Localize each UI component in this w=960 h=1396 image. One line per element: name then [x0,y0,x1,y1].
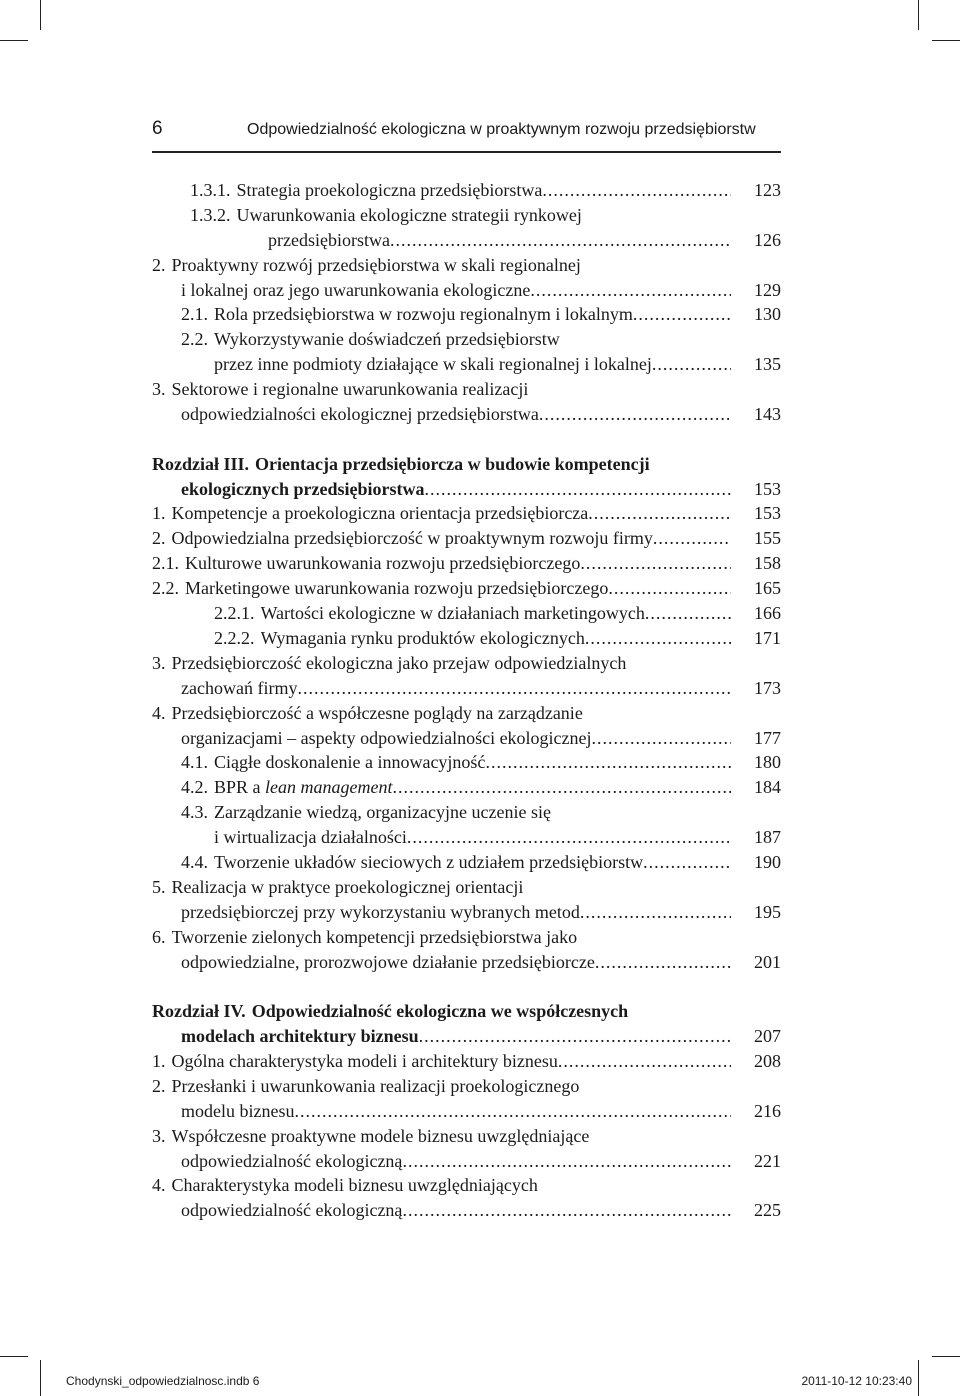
toc-entry-text: odpowiedzialność ekologiczną [181,1150,403,1171]
toc-entry [152,900,781,925]
toc-entry-text: odpowiedzialność ekologiczną [181,1200,403,1221]
toc-entry [152,800,781,825]
table-of-contents [152,178,781,1223]
toc-entry [152,178,781,203]
toc-entry-text: Orientacja przedsiębiorcza w budowie kompetencji [255,453,650,474]
toc-entry-text: organizacjami – aspekty odpowiedzialności ekologicznej [181,727,592,748]
toc-entry-title [237,203,732,228]
footer-file-label: Chodynski_odpowiedzialnosc.indb 6 [66,1374,260,1388]
toc-entry-text: Sektorowe i regionalne uwarunkowania realizacji [171,379,529,400]
toc-entry-title [172,1074,732,1099]
toc-entry-number: 4. [152,702,166,723]
toc-entry [152,551,781,576]
toc-entry-title [237,178,732,203]
toc-chapter-heading [152,1024,781,1049]
toc-entry-text: zachowań firmy [181,677,298,698]
toc-page-number: 207 [754,1026,781,1047]
toc-entry [152,278,781,303]
page-number: 6 [152,118,163,139]
crop-mark [932,1356,960,1357]
toc-page-number: 130 [754,304,781,325]
toc-page-number: 126 [754,229,781,250]
toc-entry [152,676,781,701]
toc-page-number: 153 [754,503,781,524]
toc-page-number: 171 [754,627,781,648]
toc-entry-title [214,327,731,352]
toc-entry-title [261,601,732,626]
toc-page-number: 173 [754,677,781,698]
toc-entry-title [172,651,732,676]
toc-page-number: 135 [754,354,781,375]
toc-entry-text: Wymagania rynku produktów ekologicznych [260,627,585,648]
toc-entry-number: 2. [152,528,166,549]
toc-entry-text: Wartości ekologiczne w działaniach marketingowych [260,603,645,624]
toc-entry [152,850,781,875]
toc-entry-number: 3. [152,652,166,673]
toc-entry [152,775,781,800]
toc-page-number: 201 [754,951,781,972]
toc-page-number: 177 [754,727,781,748]
toc-entry-title [181,950,731,975]
toc-entry-number: 4.2. [181,777,208,798]
toc-chapter-heading [152,452,781,477]
toc-entry-number: 2. [152,254,166,275]
toc-entry-text: Realizacja w praktyce proekologicznej orientacji [171,876,524,897]
toc-page-number: 187 [754,827,781,848]
toc-entry-text: modelu biznesu [181,1100,295,1121]
toc-entry-title [172,526,732,551]
crop-mark [932,40,960,41]
toc-entry [152,651,781,676]
toc-entry-text: Zarządzanie wiedzą, organizacyjne uczenie się [214,802,551,823]
toc-page-number: 225 [754,1200,781,1221]
toc-entry-text: Marketingowe uwarunkowania rozwoju przedsiębiorczego [185,578,609,599]
toc-entry-text: przez inne podmioty działające w skali regionalnej i lokalnej [214,354,652,375]
toc-page-number: 166 [754,603,781,624]
toc-entry-text: Wykorzystywanie doświadczeń przedsiębiorstw [214,329,560,350]
toc-entry-title [172,1124,732,1149]
toc-entry-text: odpowiedzialności ekologicznej przedsiębiorstwa [181,404,539,425]
toc-entry-text: Rola przedsiębiorstwa w rozwoju regionalnym i lokalnym [214,304,633,325]
toc-entry-text: przedsiębiorczej przy wykorzystaniu wybranych metod [181,901,580,922]
toc-entry-title [181,1198,731,1223]
toc-entry-text: Ciągłe doskonalenie a innowacyjność [214,752,486,773]
toc-entry-title [214,825,731,850]
toc-entry-title [214,850,731,875]
toc-entry [152,1198,781,1223]
toc-entry-text: Tworzenie zielonych kompetencji przedsiębiorstwa jako [171,926,578,947]
footer-timestamp: 2011-10-12 10:23:40 [801,1374,912,1388]
toc-entry-number: 2. [152,1075,166,1096]
toc-entry-title [252,999,731,1024]
toc-entry-title [214,775,731,800]
toc-entry-text: BPR a [214,777,266,798]
toc-page-number: 165 [754,578,781,599]
toc-entry-number: 3. [152,379,166,400]
toc-entry [152,626,781,651]
toc-entry-title [214,352,731,377]
toc-entry-number: 4.4. [181,851,208,872]
toc-page-number: 155 [754,528,781,549]
toc-entry-number: 2.1. [152,553,179,574]
toc-entry-title [255,452,731,477]
toc-entry-text: Uwarunkowania ekologiczne strategii rynkowej [236,204,582,225]
toc-entry [152,601,781,626]
toc-entry [152,228,781,253]
toc-entry-title [181,676,731,701]
toc-entry [152,726,781,751]
toc-chapter-heading [152,999,781,1024]
toc-entry [152,1074,781,1099]
toc-entry-number: 1.3.1. [190,180,231,200]
toc-entry-text: przedsiębiorstwa [268,229,390,250]
toc-entry-text: Charakterystyka modeli biznesu uwzględniających [171,1175,538,1196]
toc-entry-title [185,576,731,601]
toc-entry-text: Ogólna charakterystyka modeli i architektury biznesu [171,1050,558,1071]
toc-entry-text: Przesłanki i uwarunkowania realizacji proekologicznego [171,1075,580,1096]
toc-entry-number: 2.2.2. [214,627,255,648]
toc-page-number: 216 [754,1100,781,1121]
toc-entry-title [172,377,732,402]
toc-page-number: 190 [754,851,781,872]
toc-entry [152,402,781,427]
toc-page-number: 123 [754,180,781,200]
toc-entry-text: Przedsiębiorczość a współczesne poglądy na zarządzanie [171,702,583,723]
crop-mark [0,1356,28,1357]
toc-entry-title [181,1099,731,1124]
toc-entry-number: 2.2. [181,329,208,350]
running-title: Odpowiedzialność ekologiczna w proaktywnym rozwoju przedsiębiorstw [247,121,756,138]
toc-entry-title [181,1024,731,1049]
toc-entry [152,950,781,975]
toc-page-number: 208 [754,1050,781,1071]
toc-entry-title [181,477,731,502]
crop-mark [0,40,28,41]
toc-page-number: 195 [754,901,781,922]
toc-page-number: 221 [754,1150,781,1171]
header-rule [152,151,781,153]
crop-mark [918,1360,919,1396]
toc-entry-text: Proaktywny rozwój przedsiębiorstwa w skali regionalnej [171,254,581,275]
toc-entry-number: Rozdział IV. [152,1001,246,1022]
toc-entry-text: Współczesne proaktywne modele biznesu uwzględniające [171,1125,590,1146]
toc-entry-title [172,1173,732,1198]
toc-entry-number: Rozdział III. [152,453,250,474]
toc-entry-title [181,726,731,751]
toc-entry-number: 4. [152,1175,166,1196]
toc-entry-number: 5. [152,876,166,897]
toc-entry [152,750,781,775]
toc-entry-title [181,900,731,925]
toc-entry-title [185,551,731,576]
toc-entry-text: Tworzenie układów sieciowych z udziałem przedsiębiorstw [214,851,644,872]
toc-entry-title [181,1149,731,1174]
toc-entry-number: 4.1. [181,752,208,773]
toc-entry-text: i wirtualizacja działalności [214,827,407,848]
toc-entry-title [181,278,731,303]
toc-entry-title [172,701,732,726]
crop-mark [918,0,919,30]
toc-entry [152,1049,781,1074]
toc-entry [152,576,781,601]
toc-entry-title [261,626,732,651]
toc-entry [152,302,781,327]
toc-entry-title [172,501,732,526]
toc-entry [152,501,781,526]
toc-entry-number: 1. [152,1050,166,1071]
toc-entry-text: Przedsiębiorczość ekologiczna jako przejaw odpowiedzialnych [171,652,627,673]
toc-page-number: 180 [754,752,781,773]
toc-entry [152,1099,781,1124]
toc-entry-title [172,253,732,278]
toc-entry-title [214,302,731,327]
toc-entry [152,1173,781,1198]
toc-entry-title [268,228,731,253]
toc-page-number: 143 [754,404,781,425]
toc-entry [152,377,781,402]
toc-entry [152,526,781,551]
toc-entry-number: 2.2.1. [214,603,255,624]
toc-entry-title [214,750,731,775]
toc-entry-number: 1.3.2. [190,204,231,225]
toc-entry [152,327,781,352]
toc-entry [152,825,781,850]
toc-page-number: 153 [754,478,781,499]
toc-gap [152,427,781,452]
toc-entry [152,203,781,228]
toc-chapter-heading [152,477,781,502]
toc-entry-title [214,800,731,825]
toc-entry-text: Strategia proekologiczna przedsiębiorstwa [236,180,543,200]
toc-entry [152,352,781,377]
toc-entry-title [172,925,732,950]
toc-entry-text: ekologicznych przedsiębiorstwa [181,478,425,499]
toc-entry [152,1149,781,1174]
toc-entry [152,925,781,950]
toc-entry-title [172,1049,732,1074]
toc-entry [152,253,781,278]
crop-mark [40,1360,41,1396]
toc-entry-title [172,875,732,900]
toc-entry-number: 1. [152,503,166,524]
toc-page-number: 184 [754,777,781,798]
toc-entry-text: Odpowiedzialna przedsiębiorczość w proaktywnym rozwoju firmy [171,528,653,549]
toc-entry-text: Kompetencje a proekologiczna orientacja przedsiębiorcza [171,503,589,524]
toc-entry-text: i lokalnej oraz jego uwarunkowania ekologiczne [181,279,531,300]
toc-entry-number: 6. [152,926,166,947]
toc-entry-text: Odpowiedzialność ekologiczna we współczesnych [251,1001,629,1022]
toc-entry-italic-text: lean management [265,777,393,798]
toc-entry-number: 4.3. [181,802,208,823]
toc-entry-number: 3. [152,1125,166,1146]
toc-gap [152,974,781,999]
toc-entry [152,701,781,726]
toc-entry-title [181,402,731,427]
toc-entry-number: 2.2. [152,578,179,599]
toc-entry [152,1124,781,1149]
toc-entry [152,875,781,900]
crop-mark [40,0,41,30]
toc-entry-number: 2.1. [181,304,208,325]
toc-entry-text: Kulturowe uwarunkowania rozwoju przedsiębiorczego [185,553,581,574]
toc-entry-text: modelach architektury biznesu [181,1026,419,1047]
toc-page-number: 158 [754,553,781,574]
toc-page-number: 129 [754,279,781,300]
toc-entry-text: odpowiedzialne, prorozwojowe działanie przedsiębiorcze [181,951,595,972]
